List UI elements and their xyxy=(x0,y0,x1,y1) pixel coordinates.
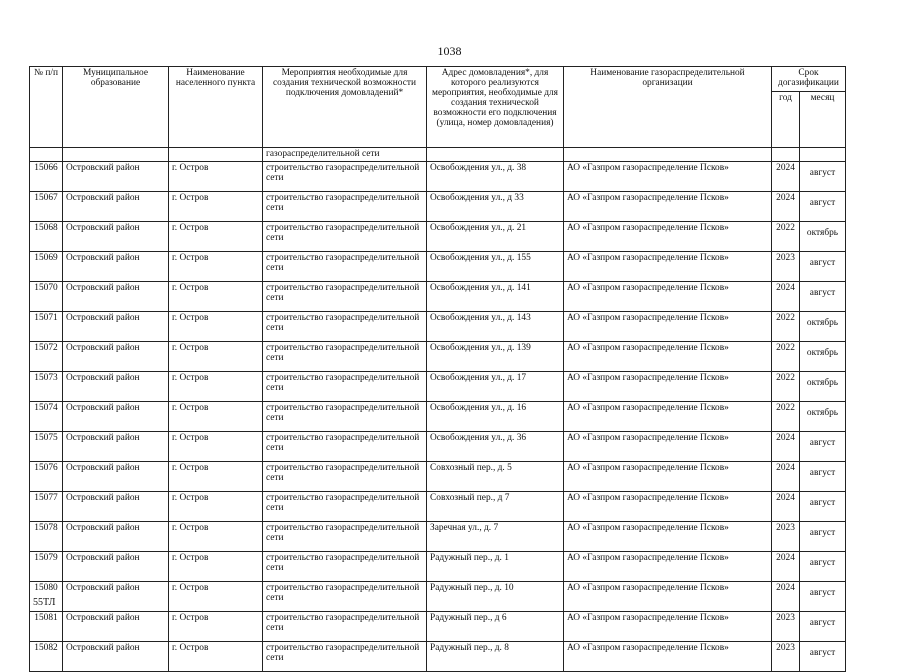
organization-cell: АО «Газпром газораспределение Псков» xyxy=(564,252,772,282)
municipality-cell: Островский район xyxy=(63,492,169,522)
measures-cell: строительство газораспределительной сети xyxy=(263,282,427,312)
month-cell: август xyxy=(800,282,846,312)
settlement-cell: г. Остров xyxy=(169,522,263,552)
address-cell: Освобождения ул., д. 143 xyxy=(427,312,564,342)
year-cell: 2024 xyxy=(772,192,800,222)
settlement-cell: г. Остров xyxy=(169,192,263,222)
year-cell: 2024 xyxy=(772,282,800,312)
settlement-cell: г. Остров xyxy=(169,552,263,582)
row-number: 15067 xyxy=(30,192,63,222)
row-number: 15076 xyxy=(30,462,63,492)
settlement-cell: г. Остров xyxy=(169,432,263,462)
header-term: Срок догазификации xyxy=(772,67,846,92)
address-cell: Совхозный пер., д 7 xyxy=(427,492,564,522)
measures-cell: строительство газораспределительной сети xyxy=(263,402,427,432)
table-row xyxy=(30,222,846,252)
measures-cell: строительство газораспределительной сети xyxy=(263,162,427,192)
municipality-cell: Островский район xyxy=(63,252,169,282)
municipality-cell: Островский район xyxy=(63,342,169,372)
table-row xyxy=(30,462,846,492)
month-cell: август xyxy=(800,522,846,552)
settlement-cell: г. Остров xyxy=(169,312,263,342)
month-cell: август xyxy=(800,162,846,192)
table-row xyxy=(30,192,846,222)
settlement-cell: г. Остров xyxy=(169,222,263,252)
month-cell: август xyxy=(800,492,846,522)
month-cell: октябрь xyxy=(800,402,846,432)
organization-cell: АО «Газпром газораспределение Псков» xyxy=(564,342,772,372)
year-cell: 2023 xyxy=(772,642,800,672)
municipality-cell: Островский район xyxy=(63,222,169,252)
row-number: 15074 xyxy=(30,402,63,432)
settlement-cell: г. Остров xyxy=(169,402,263,432)
month-cell: август xyxy=(800,582,846,612)
row-number: 15081 xyxy=(30,612,63,642)
year-cell: 2024 xyxy=(772,552,800,582)
table-row xyxy=(30,372,846,402)
address-cell: Освобождения ул., д. 155 xyxy=(427,252,564,282)
municipality-cell: Островский район xyxy=(63,612,169,642)
municipality-cell: Островский район xyxy=(63,522,169,552)
table-row xyxy=(30,402,846,432)
row-number: 15079 xyxy=(30,552,63,582)
address-cell: Радужный пер., д. 1 xyxy=(427,552,564,582)
measures-cell: строительство газораспределительной сети xyxy=(263,492,427,522)
row-number: 15078 xyxy=(30,522,63,552)
municipality-cell: Островский район xyxy=(63,162,169,192)
settlement-cell: г. Остров xyxy=(169,252,263,282)
measures-cell: строительство газораспределительной сети xyxy=(263,252,427,282)
month-cell: август xyxy=(800,252,846,282)
settlement-cell: г. Остров xyxy=(169,612,263,642)
settlement-cell: г. Остров xyxy=(169,282,263,312)
year-cell: 2023 xyxy=(772,612,800,642)
measures-cell: строительство газораспределительной сети xyxy=(263,642,427,672)
year-cell: 2024 xyxy=(772,162,800,192)
month-cell: август xyxy=(800,552,846,582)
address-cell: Радужный пер., д 6 xyxy=(427,612,564,642)
organization-cell: АО «Газпром газораспределение Псков» xyxy=(564,552,772,582)
year-cell: 2022 xyxy=(772,402,800,432)
municipality-cell: Островский район xyxy=(63,642,169,672)
row-number: 15068 xyxy=(30,222,63,252)
row-number: 15072 xyxy=(30,342,63,372)
settlement-cell: г. Остров xyxy=(169,372,263,402)
table-row xyxy=(30,492,846,522)
row-number: 15070 xyxy=(30,282,63,312)
municipality-cell: Островский район xyxy=(63,282,169,312)
organization-cell: АО «Газпром газораспределение Псков» xyxy=(564,282,772,312)
row-number: 15077 xyxy=(30,492,63,522)
municipality-cell: Островский район xyxy=(63,402,169,432)
row-number: 15069 xyxy=(30,252,63,282)
measures-cell: строительство газораспределительной сети xyxy=(263,222,427,252)
table-row xyxy=(30,282,846,312)
organization-cell: АО «Газпром газораспределение Псков» xyxy=(564,582,772,612)
settlement-cell: г. Остров xyxy=(169,342,263,372)
header-row xyxy=(30,67,846,92)
year-cell: 2024 xyxy=(772,462,800,492)
organization-cell: АО «Газпром газораспределение Псков» xyxy=(564,162,772,192)
header-organization: Наименование газораспределительной организации xyxy=(564,67,772,148)
settlement-cell: г. Остров xyxy=(169,582,263,612)
year-cell: 2022 xyxy=(772,342,800,372)
measures-cell: строительство газораспределительной сети xyxy=(263,552,427,582)
table-row xyxy=(30,522,846,552)
municipality-cell: Островский район xyxy=(63,312,169,342)
header-settlement: Наименование населенного пункта xyxy=(169,67,263,148)
year-cell: 2024 xyxy=(772,492,800,522)
header-month: месяц xyxy=(800,92,846,148)
organization-cell: АО «Газпром газораспределение Псков» xyxy=(564,462,772,492)
continuation-text: газораспределительной сети xyxy=(263,148,427,162)
table-row xyxy=(30,552,846,582)
header-municipality: Муниципальное образование xyxy=(63,67,169,148)
settlement-cell: г. Остров xyxy=(169,462,263,492)
municipality-cell: Островский район xyxy=(63,462,169,492)
month-cell: август xyxy=(800,192,846,222)
settlement-cell: г. Остров xyxy=(169,492,263,522)
municipality-cell: Островский район xyxy=(63,432,169,462)
year-cell: 2024 xyxy=(772,432,800,462)
year-cell: 2022 xyxy=(772,312,800,342)
page-number: 1038 xyxy=(437,44,462,58)
month-cell: октябрь xyxy=(800,342,846,372)
address-cell: Радужный пер., д. 8 xyxy=(427,642,564,672)
address-cell: Радужный пер., д. 10 xyxy=(427,582,564,612)
row-number: 15080 xyxy=(30,582,63,612)
municipality-cell: Островский район xyxy=(63,582,169,612)
address-cell: Освобождения ул., д. 21 xyxy=(427,222,564,252)
year-cell: 2023 xyxy=(772,252,800,282)
year-cell: 2024 xyxy=(772,582,800,612)
address-cell: Заречная ул., д. 7 xyxy=(427,522,564,552)
month-cell: август xyxy=(800,612,846,642)
organization-cell: АО «Газпром газораспределение Псков» xyxy=(564,312,772,342)
organization-cell: АО «Газпром газораспределение Псков» xyxy=(564,372,772,402)
measures-cell: строительство газораспределительной сети xyxy=(263,522,427,552)
row-number: 15066 xyxy=(30,162,63,192)
dogasification-table xyxy=(29,66,846,672)
organization-cell: АО «Газпром газораспределение Псков» xyxy=(564,642,772,672)
table-row xyxy=(30,312,846,342)
year-cell: 2022 xyxy=(772,222,800,252)
table-row xyxy=(30,642,846,672)
address-cell: Освобождения ул., д. 16 xyxy=(427,402,564,432)
organization-cell: АО «Газпром газораспределение Псков» xyxy=(564,492,772,522)
measures-cell: строительство газораспределительной сети xyxy=(263,312,427,342)
month-cell: октябрь xyxy=(800,222,846,252)
measures-cell: строительство газораспределительной сети xyxy=(263,612,427,642)
footer-code: 55ТЛ xyxy=(33,597,56,608)
organization-cell: АО «Газпром газораспределение Псков» xyxy=(564,522,772,552)
row-number: 15082 xyxy=(30,642,63,672)
table-row xyxy=(30,252,846,282)
continuation-row xyxy=(30,148,846,162)
header-measures: Мероприятия необходимые для создания технической возможности подключения домовладений* xyxy=(263,67,427,148)
address-cell: Освобождения ул., д. 36 xyxy=(427,432,564,462)
address-cell: Освобождения ул., д. 139 xyxy=(427,342,564,372)
year-cell: 2023 xyxy=(772,522,800,552)
settlement-cell: г. Остров xyxy=(169,162,263,192)
organization-cell: АО «Газпром газораспределение Псков» xyxy=(564,402,772,432)
table-row xyxy=(30,432,846,462)
month-cell: октябрь xyxy=(800,312,846,342)
address-cell: Освобождения ул., д. 38 xyxy=(427,162,564,192)
municipality-cell: Островский район xyxy=(63,192,169,222)
measures-cell: строительство газораспределительной сети xyxy=(263,372,427,402)
table-row xyxy=(30,342,846,372)
measures-cell: строительство газораспределительной сети xyxy=(263,462,427,492)
organization-cell: АО «Газпром газораспределение Псков» xyxy=(564,192,772,222)
header-year: год xyxy=(772,92,800,148)
measures-cell: строительство газораспределительной сети xyxy=(263,342,427,372)
settlement-cell: г. Остров xyxy=(169,642,263,672)
month-cell: август xyxy=(800,462,846,492)
header-address: Адрес домовладения*, для которого реализуются мероприятия, необходимые для создания технической возможности его подключения (улица, номер домовладения) xyxy=(427,67,564,148)
organization-cell: АО «Газпром газораспределение Псков» xyxy=(564,432,772,462)
measures-cell: строительство газораспределительной сети xyxy=(263,432,427,462)
organization-cell: АО «Газпром газораспределение Псков» xyxy=(564,222,772,252)
row-number: 15075 xyxy=(30,432,63,462)
municipality-cell: Островский район xyxy=(63,372,169,402)
table-row xyxy=(30,612,846,642)
address-cell: Освобождения ул., д. 141 xyxy=(427,282,564,312)
table-row xyxy=(30,162,846,192)
address-cell: Совхозный пер., д. 5 xyxy=(427,462,564,492)
municipality-cell: Островский район xyxy=(63,552,169,582)
row-number: 15073 xyxy=(30,372,63,402)
row-number: 15071 xyxy=(30,312,63,342)
month-cell: август xyxy=(800,432,846,462)
month-cell: октябрь xyxy=(800,372,846,402)
organization-cell: АО «Газпром газораспределение Псков» xyxy=(564,612,772,642)
year-cell: 2022 xyxy=(772,372,800,402)
address-cell: Освобождения ул., д. 17 xyxy=(427,372,564,402)
month-cell: август xyxy=(800,642,846,672)
table-row xyxy=(30,582,846,612)
header-num: № п/п xyxy=(30,67,63,148)
address-cell: Освобождения ул., д 33 xyxy=(427,192,564,222)
measures-cell: строительство газораспределительной сети xyxy=(263,192,427,222)
measures-cell: строительство газораспределительной сети xyxy=(263,582,427,612)
table-body xyxy=(30,148,846,672)
